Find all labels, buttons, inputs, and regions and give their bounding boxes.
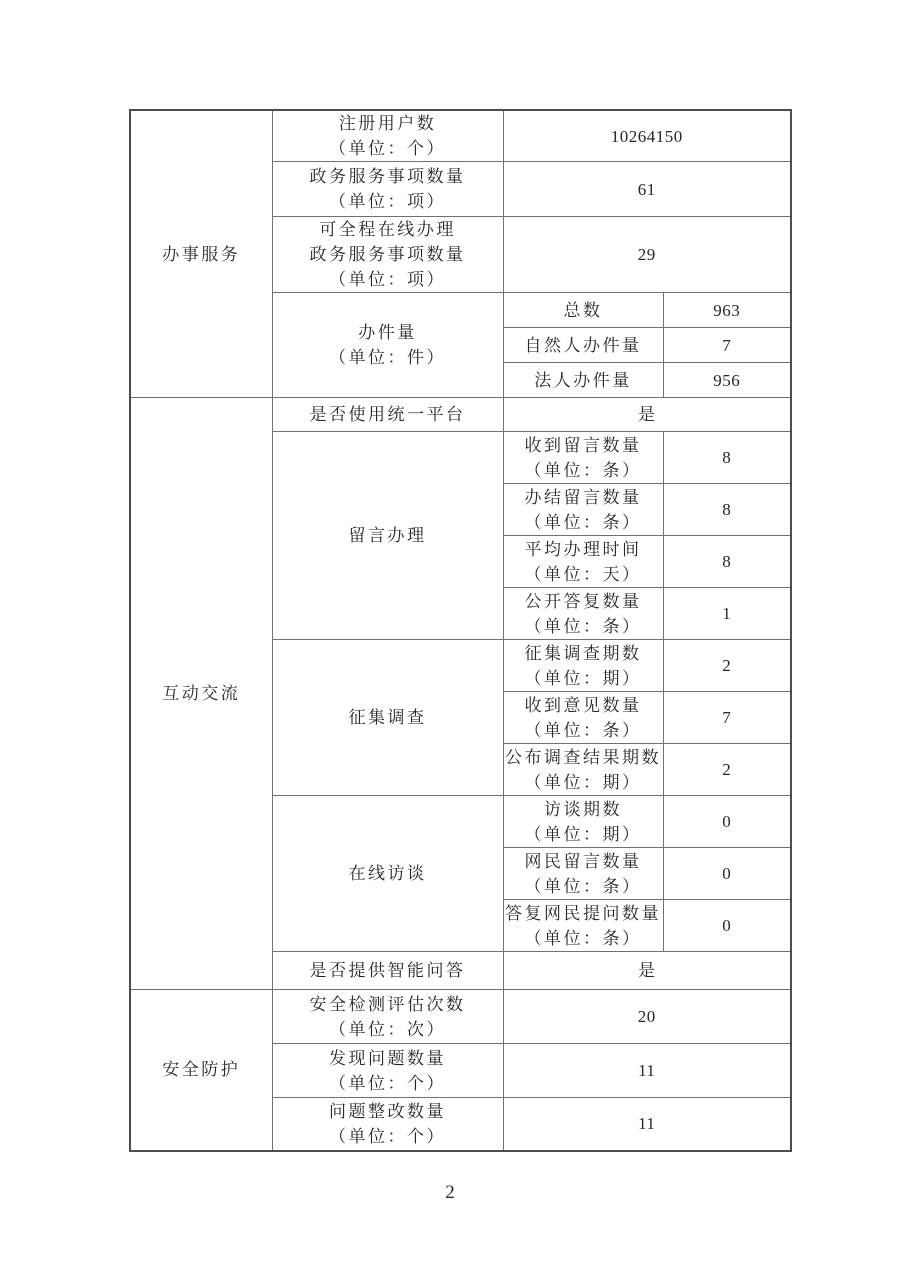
cell-text-line: 互动交流 <box>162 684 241 703</box>
table-row <box>130 990 791 1044</box>
cell-text-line: 访谈期数 <box>544 799 622 819</box>
problems-found-value: 11 <box>503 1044 791 1098</box>
total-cases-value: 963 <box>663 293 791 328</box>
cell-text-line: 发现问题数量 <box>329 1048 446 1068</box>
messages-completed-label <box>503 484 663 536</box>
cell-text-line: 收到留言数量 <box>524 435 642 455</box>
gov-service-items-value: 61 <box>503 162 791 217</box>
cell-text-line: 注册用户数 <box>338 114 437 133</box>
page-number: 2 <box>445 1182 455 1203</box>
unified-platform-label <box>272 398 503 432</box>
cell-text-line: （单位：条） <box>524 928 642 948</box>
cell-text-line: 网民留言数量 <box>524 851 642 871</box>
cell-text-line: （单位：条） <box>524 460 642 480</box>
natural-person-cases-value: 7 <box>663 328 791 363</box>
full-online-items-label <box>272 217 503 293</box>
natural-person-cases-label <box>503 328 663 363</box>
netizen-questions-answered-label <box>503 900 663 952</box>
cell-text-line: 办结留言数量 <box>524 487 642 507</box>
legal-person-cases-value: 956 <box>663 363 791 398</box>
cell-text-line: （单位：条） <box>524 512 642 532</box>
cell-text-line: （单位：次） <box>329 1019 446 1039</box>
cell-text-line: 总数 <box>563 300 603 320</box>
interview-periods-label <box>503 796 663 848</box>
registered-users-value: 10264150 <box>503 110 791 162</box>
cell-text-line: 办事服务 <box>162 244 241 264</box>
cell-text-line: （单位：条） <box>524 616 642 636</box>
cell-text-line: 征集调查期数 <box>524 643 642 663</box>
cell-text-line: （单位：条） <box>524 720 642 740</box>
group-message-handling <box>272 432 503 640</box>
security-assessments-label <box>272 990 503 1044</box>
group-case-volume <box>272 293 503 398</box>
problems-rectified-label <box>272 1098 503 1151</box>
netizen-messages-label <box>503 848 663 900</box>
cell-text-line: （单位：期） <box>524 824 642 844</box>
gov-service-items-label <box>272 162 503 217</box>
table-row <box>130 398 791 432</box>
cell-text-line: （单位：个） <box>329 1073 446 1093</box>
legal-person-cases-label <box>503 363 663 398</box>
messages-completed-value: 8 <box>663 484 791 536</box>
cell-text-line: （单位：期） <box>524 772 642 792</box>
cell-text-line: 安全检测评估次数 <box>309 994 466 1014</box>
category-interaction <box>130 398 272 990</box>
table-row <box>130 110 791 162</box>
survey-results-published-value: 2 <box>663 744 791 796</box>
cell-text-line: 公布调查结果期数 <box>505 747 661 767</box>
problems-found-label <box>272 1044 503 1098</box>
full-online-items-value: 29 <box>503 217 791 293</box>
cell-text-line: 政务服务事项数量 <box>309 245 466 264</box>
avg-processing-time-label <box>503 536 663 588</box>
cell-text-line: 公开答复数量 <box>524 591 642 611</box>
cell-text-line: （单位：天） <box>524 564 642 584</box>
cell-text-line: 答复网民提问数量 <box>505 903 661 923</box>
cell-text-line: （单位：期） <box>524 668 642 688</box>
cell-text-line: 留言办理 <box>348 526 427 545</box>
cell-text-line: 法人办件量 <box>534 370 632 390</box>
cell-text-line: 办件量 <box>358 323 417 342</box>
cell-text-line: 是否提供智能问答 <box>309 961 466 980</box>
cell-text-line: （单位：项） <box>329 192 446 211</box>
public-replies-label <box>503 588 663 640</box>
cell-text-line: （单位：件） <box>329 348 446 367</box>
problems-rectified-value: 11 <box>503 1098 791 1151</box>
cell-text-line: （单位：项） <box>329 270 446 289</box>
opinions-received-label <box>503 692 663 744</box>
group-survey <box>272 640 503 796</box>
cell-text-line: 安全防护 <box>162 1060 241 1080</box>
cell-text-line: 自然人办件量 <box>524 335 642 355</box>
interview-periods-value: 0 <box>663 796 791 848</box>
netizen-messages-value: 0 <box>663 848 791 900</box>
unified-platform-value: 是 <box>503 398 791 432</box>
cell-text-line: 可全程在线办理 <box>319 220 456 239</box>
cell-text-line: 在线访谈 <box>348 864 427 883</box>
opinions-received-value: 7 <box>663 692 791 744</box>
cell-text-line: 是否使用统一平台 <box>309 405 466 424</box>
avg-processing-time-value: 8 <box>663 536 791 588</box>
cell-text-line: 收到意见数量 <box>524 695 642 715</box>
netizen-questions-answered-value: 0 <box>663 900 791 952</box>
messages-received-label <box>503 432 663 484</box>
cell-text-line: （单位：条） <box>524 876 642 896</box>
security-assessments-value: 20 <box>503 990 791 1044</box>
messages-received-value: 8 <box>663 432 791 484</box>
cell-text-line: 问题整改数量 <box>329 1101 446 1121</box>
statistics-table <box>129 109 792 1152</box>
survey-results-published-label <box>503 744 663 796</box>
cell-text-line: （单位：个） <box>329 139 446 158</box>
cell-text-line: 政务服务事项数量 <box>309 167 466 186</box>
survey-periods-value: 2 <box>663 640 791 692</box>
public-replies-value: 1 <box>663 588 791 640</box>
total-cases-label <box>503 293 663 328</box>
category-service <box>130 110 272 398</box>
smart-qa-value: 是 <box>503 952 791 990</box>
cell-text-line: 征集调查 <box>348 708 427 727</box>
registered-users-label <box>272 110 503 162</box>
category-security <box>130 990 272 1151</box>
cell-text-line: 平均办理时间 <box>524 539 642 559</box>
smart-qa-label <box>272 952 503 990</box>
cell-text-line: （单位：个） <box>329 1126 446 1146</box>
survey-periods-label <box>503 640 663 692</box>
group-online-interview <box>272 796 503 952</box>
